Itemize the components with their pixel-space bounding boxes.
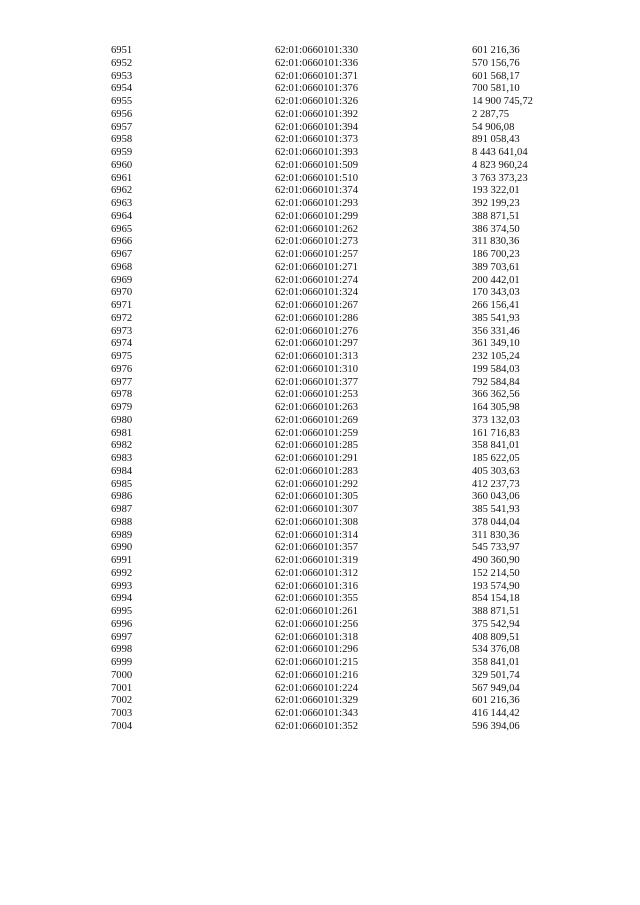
row-number-cell: 7002 <box>111 695 133 707</box>
cadastral-number-cell: 62:01:0660101:291 <box>275 453 358 464</box>
table-row <box>111 632 591 645</box>
cadastral-value-cell: 412 237,73 <box>472 478 520 490</box>
cadastral-value-cell: 360 043,06 <box>472 491 520 503</box>
row-number-cell: 6981 <box>111 427 133 439</box>
cadastral-value-cell: 416 144,42 <box>472 708 520 719</box>
row-number-cell: 6957 <box>111 121 133 133</box>
cadastral-value-cell: 601 216,36 <box>472 45 520 56</box>
table-row <box>111 606 591 619</box>
cadastral-value-cell: 570 156,76 <box>472 57 520 69</box>
row-number-cell: 6979 <box>111 402 133 413</box>
cadastral-value-cell: 389 703,61 <box>472 261 520 273</box>
row-number-cell: 6983 <box>111 453 133 464</box>
row-number-cell: 6965 <box>111 223 133 235</box>
row-number-cell: 6959 <box>111 147 133 158</box>
cadastral-number-cell: 62:01:0660101:509 <box>275 159 358 171</box>
table-row <box>111 657 591 670</box>
table-row <box>111 351 591 364</box>
row-number-cell: 6976 <box>111 363 133 375</box>
row-number-cell: 6997 <box>111 631 133 643</box>
cadastral-number-cell: 62:01:0660101:326 <box>275 96 358 107</box>
cadastral-value-cell: 266 156,41 <box>472 300 520 311</box>
table-row <box>111 160 591 173</box>
row-number-cell: 6972 <box>111 312 133 324</box>
cadastral-value-cell: 386 374,50 <box>472 223 520 235</box>
table-row <box>111 593 591 606</box>
row-number-cell: 6952 <box>111 57 133 69</box>
cadastral-value-cell: 54 906,08 <box>472 121 515 133</box>
table-row <box>111 173 591 186</box>
cadastral-value-cell: 358 841,01 <box>472 657 520 668</box>
cadastral-number-cell: 62:01:0660101:510 <box>275 172 358 184</box>
cadastral-number-cell: 62:01:0660101:262 <box>275 223 358 235</box>
table-row <box>111 619 591 632</box>
table-row <box>111 504 591 517</box>
cadastral-value-cell: 601 216,36 <box>472 695 520 707</box>
table-row <box>111 530 591 543</box>
table-row <box>111 211 591 224</box>
cadastral-number-cell: 62:01:0660101:307 <box>275 504 358 515</box>
row-number-cell: 6996 <box>111 618 133 630</box>
cadastral-value-cell: 366 362,56 <box>472 389 520 401</box>
cadastral-value-cell: 311 830,36 <box>472 236 520 248</box>
cadastral-number-cell: 62:01:0660101:286 <box>275 312 358 324</box>
cadastral-value-cell: 152 214,50 <box>472 567 520 579</box>
table-row <box>111 198 591 211</box>
cadastral-number-cell: 62:01:0660101:352 <box>275 720 358 732</box>
row-number-cell: 6991 <box>111 555 133 566</box>
table-row <box>111 122 591 135</box>
table-row <box>111 555 591 568</box>
cadastral-number-cell: 62:01:0660101:274 <box>275 274 358 286</box>
table-row <box>111 415 591 428</box>
row-number-cell: 6960 <box>111 159 133 171</box>
row-number-cell: 6975 <box>111 351 133 362</box>
cadastral-value-cell: 4 823 960,24 <box>472 159 528 171</box>
cadastral-number-cell: 62:01:0660101:319 <box>275 555 358 566</box>
cadastral-number-cell: 62:01:0660101:271 <box>275 261 358 273</box>
table-row <box>111 338 591 351</box>
row-number-cell: 6953 <box>111 70 133 82</box>
cadastral-value-cell: 358 841,01 <box>472 440 520 452</box>
cadastral-value-cell: 405 303,63 <box>472 465 520 477</box>
table-row <box>111 440 591 453</box>
table-row <box>111 58 591 71</box>
cadastral-value-cell: 392 199,23 <box>472 198 520 209</box>
table-row <box>111 224 591 237</box>
row-number-cell: 6993 <box>111 580 133 592</box>
table-row <box>111 300 591 313</box>
cadastral-number-cell: 62:01:0660101:373 <box>275 134 358 146</box>
table-row <box>111 71 591 84</box>
cadastral-value-cell: 385 541,93 <box>472 312 520 324</box>
table-row <box>111 581 591 594</box>
cadastral-number-cell: 62:01:0660101:253 <box>275 389 358 401</box>
cadastral-number-cell: 62:01:0660101:343 <box>275 708 358 719</box>
cadastral-number-cell: 62:01:0660101:261 <box>275 606 358 617</box>
cadastral-number-cell: 62:01:0660101:316 <box>275 580 358 592</box>
row-number-cell: 6999 <box>111 657 133 668</box>
cadastral-value-cell: 170 343,03 <box>472 287 520 299</box>
cadastral-number-cell: 62:01:0660101:377 <box>275 376 358 388</box>
table-row <box>111 313 591 326</box>
cadastral-number-cell: 62:01:0660101:371 <box>275 70 358 82</box>
cadastral-number-cell: 62:01:0660101:324 <box>275 287 358 299</box>
row-number-cell: 6956 <box>111 108 133 120</box>
table-row <box>111 83 591 96</box>
cadastral-value-cell: 388 871,51 <box>472 606 520 617</box>
cadastral-number-cell: 62:01:0660101:259 <box>275 427 358 439</box>
table-row <box>111 262 591 275</box>
row-number-cell: 6954 <box>111 83 133 95</box>
table-row <box>111 568 591 581</box>
cadastral-number-cell: 62:01:0660101:305 <box>275 491 358 503</box>
cadastral-number-cell: 62:01:0660101:257 <box>275 249 358 260</box>
cadastral-value-cell: 329 501,74 <box>472 669 520 681</box>
cadastral-number-cell: 62:01:0660101:314 <box>275 529 358 541</box>
cadastral-number-cell: 62:01:0660101:293 <box>275 198 358 209</box>
cadastral-value-cell: 792 584,84 <box>472 376 520 388</box>
cadastral-number-cell: 62:01:0660101:216 <box>275 669 358 681</box>
table-row <box>111 670 591 683</box>
cadastral-value-cell: 545 733,97 <box>472 542 520 554</box>
row-number-cell: 6978 <box>111 389 133 401</box>
cadastral-value-cell: 891 058,43 <box>472 134 520 146</box>
cadastral-value-cell: 200 442,01 <box>472 274 520 286</box>
cadastral-value-cell: 490 360,90 <box>472 555 520 566</box>
row-number-cell: 6962 <box>111 185 133 197</box>
cadastral-value-cell: 311 830,36 <box>472 529 520 541</box>
row-number-cell: 6987 <box>111 504 133 515</box>
table-row <box>111 708 591 721</box>
row-number-cell: 6995 <box>111 606 133 617</box>
cadastral-value-cell: 185 622,05 <box>472 453 520 464</box>
row-number-cell: 6966 <box>111 236 133 248</box>
row-number-cell: 6974 <box>111 338 133 350</box>
table-row <box>111 326 591 339</box>
cadastral-value-cell: 8 443 641,04 <box>472 147 528 158</box>
table-row <box>111 249 591 262</box>
row-number-cell: 6958 <box>111 134 133 146</box>
row-number-cell: 6964 <box>111 210 133 222</box>
table-row <box>111 466 591 479</box>
row-number-cell: 7003 <box>111 708 133 719</box>
row-number-cell: 6994 <box>111 593 133 605</box>
cadastral-number-cell: 62:01:0660101:273 <box>275 236 358 248</box>
row-number-cell: 6971 <box>111 300 133 311</box>
row-number-cell: 6985 <box>111 478 133 490</box>
cadastral-number-cell: 62:01:0660101:256 <box>275 618 358 630</box>
cadastral-value-cell: 385 541,93 <box>472 504 520 515</box>
cadastral-number-cell: 62:01:0660101:312 <box>275 567 358 579</box>
cadastral-number-cell: 62:01:0660101:318 <box>275 631 358 643</box>
cadastral-value-table <box>111 45 591 734</box>
table-row <box>111 644 591 657</box>
table-row <box>111 287 591 300</box>
table-row <box>111 45 591 58</box>
row-number-cell: 6998 <box>111 644 133 656</box>
cadastral-value-cell: 14 900 745,72 <box>472 96 533 107</box>
cadastral-number-cell: 62:01:0660101:393 <box>275 147 358 158</box>
table-row <box>111 185 591 198</box>
table-row <box>111 275 591 288</box>
cadastral-number-cell: 62:01:0660101:263 <box>275 402 358 413</box>
row-number-cell: 6967 <box>111 249 133 260</box>
row-number-cell: 6955 <box>111 96 133 107</box>
row-number-cell: 7004 <box>111 720 133 732</box>
cadastral-value-cell: 534 376,08 <box>472 644 520 656</box>
cadastral-number-cell: 62:01:0660101:215 <box>275 657 358 668</box>
cadastral-number-cell: 62:01:0660101:355 <box>275 593 358 605</box>
cadastral-value-cell: 373 132,03 <box>472 414 520 426</box>
cadastral-number-cell: 62:01:0660101:313 <box>275 351 358 362</box>
cadastral-value-cell: 199 584,03 <box>472 363 520 375</box>
cadastral-value-cell: 164 305,98 <box>472 402 520 413</box>
table-row <box>111 389 591 402</box>
table-row <box>111 377 591 390</box>
row-number-cell: 7001 <box>111 682 133 694</box>
cadastral-number-cell: 62:01:0660101:299 <box>275 210 358 222</box>
row-number-cell: 6951 <box>111 45 133 56</box>
cadastral-number-cell: 62:01:0660101:297 <box>275 338 358 350</box>
cadastral-value-cell: 601 568,17 <box>472 70 520 82</box>
cadastral-number-cell: 62:01:0660101:394 <box>275 121 358 133</box>
table-row <box>111 96 591 109</box>
cadastral-number-cell: 62:01:0660101:267 <box>275 300 358 311</box>
cadastral-number-cell: 62:01:0660101:283 <box>275 465 358 477</box>
cadastral-number-cell: 62:01:0660101:310 <box>275 363 358 375</box>
cadastral-number-cell: 62:01:0660101:376 <box>275 83 358 95</box>
cadastral-value-cell: 408 809,51 <box>472 631 520 643</box>
row-number-cell: 6977 <box>111 376 133 388</box>
cadastral-number-cell: 62:01:0660101:308 <box>275 516 358 528</box>
table-row <box>111 109 591 122</box>
cadastral-value-cell: 567 949,04 <box>472 682 520 694</box>
cadastral-value-cell: 361 349,10 <box>472 338 520 350</box>
row-number-cell: 6968 <box>111 261 133 273</box>
row-number-cell: 6969 <box>111 274 133 286</box>
table-row <box>111 134 591 147</box>
table-row <box>111 428 591 441</box>
cadastral-value-cell: 596 394,06 <box>472 720 520 732</box>
row-number-cell: 6984 <box>111 465 133 477</box>
row-number-cell: 6963 <box>111 198 133 209</box>
table-row <box>111 147 591 160</box>
cadastral-number-cell: 62:01:0660101:224 <box>275 682 358 694</box>
table-row <box>111 236 591 249</box>
cadastral-value-cell: 356 331,46 <box>472 325 520 337</box>
cadastral-number-cell: 62:01:0660101:336 <box>275 57 358 69</box>
row-number-cell: 6970 <box>111 287 133 299</box>
cadastral-value-cell: 2 287,75 <box>472 108 510 120</box>
row-number-cell: 6992 <box>111 567 133 579</box>
cadastral-value-cell: 700 581,10 <box>472 83 520 95</box>
row-number-cell: 6973 <box>111 325 133 337</box>
cadastral-value-cell: 186 700,23 <box>472 249 520 260</box>
row-number-cell: 6982 <box>111 440 133 452</box>
table-row <box>111 683 591 696</box>
cadastral-number-cell: 62:01:0660101:392 <box>275 108 358 120</box>
table-row <box>111 364 591 377</box>
cadastral-number-cell: 62:01:0660101:296 <box>275 644 358 656</box>
row-number-cell: 7000 <box>111 669 133 681</box>
cadastral-value-cell: 232 105,24 <box>472 351 520 362</box>
cadastral-value-cell: 3 763 373,23 <box>472 172 528 184</box>
cadastral-number-cell: 62:01:0660101:276 <box>275 325 358 337</box>
table-row <box>111 542 591 555</box>
table-row <box>111 491 591 504</box>
table-row <box>111 721 591 734</box>
cadastral-value-cell: 388 871,51 <box>472 210 520 222</box>
cadastral-number-cell: 62:01:0660101:374 <box>275 185 358 197</box>
cadastral-value-cell: 854 154,18 <box>472 593 520 605</box>
cadastral-number-cell: 62:01:0660101:357 <box>275 542 358 554</box>
cadastral-value-cell: 375 542,94 <box>472 618 520 630</box>
table-row <box>111 695 591 708</box>
cadastral-number-cell: 62:01:0660101:292 <box>275 478 358 490</box>
row-number-cell: 6961 <box>111 172 133 184</box>
cadastral-value-cell: 193 574,90 <box>472 580 520 592</box>
cadastral-value-cell: 193 322,01 <box>472 185 520 197</box>
cadastral-value-cell: 161 716,83 <box>472 427 520 439</box>
row-number-cell: 6980 <box>111 414 133 426</box>
cadastral-number-cell: 62:01:0660101:285 <box>275 440 358 452</box>
row-number-cell: 6990 <box>111 542 133 554</box>
table-row <box>111 517 591 530</box>
table-row <box>111 453 591 466</box>
cadastral-number-cell: 62:01:0660101:329 <box>275 695 358 707</box>
cadastral-number-cell: 62:01:0660101:269 <box>275 414 358 426</box>
row-number-cell: 6989 <box>111 529 133 541</box>
row-number-cell: 6988 <box>111 516 133 528</box>
cadastral-number-cell: 62:01:0660101:330 <box>275 45 358 56</box>
table-row <box>111 479 591 492</box>
cadastral-value-cell: 378 044,04 <box>472 516 520 528</box>
table-row <box>111 402 591 415</box>
row-number-cell: 6986 <box>111 491 133 503</box>
